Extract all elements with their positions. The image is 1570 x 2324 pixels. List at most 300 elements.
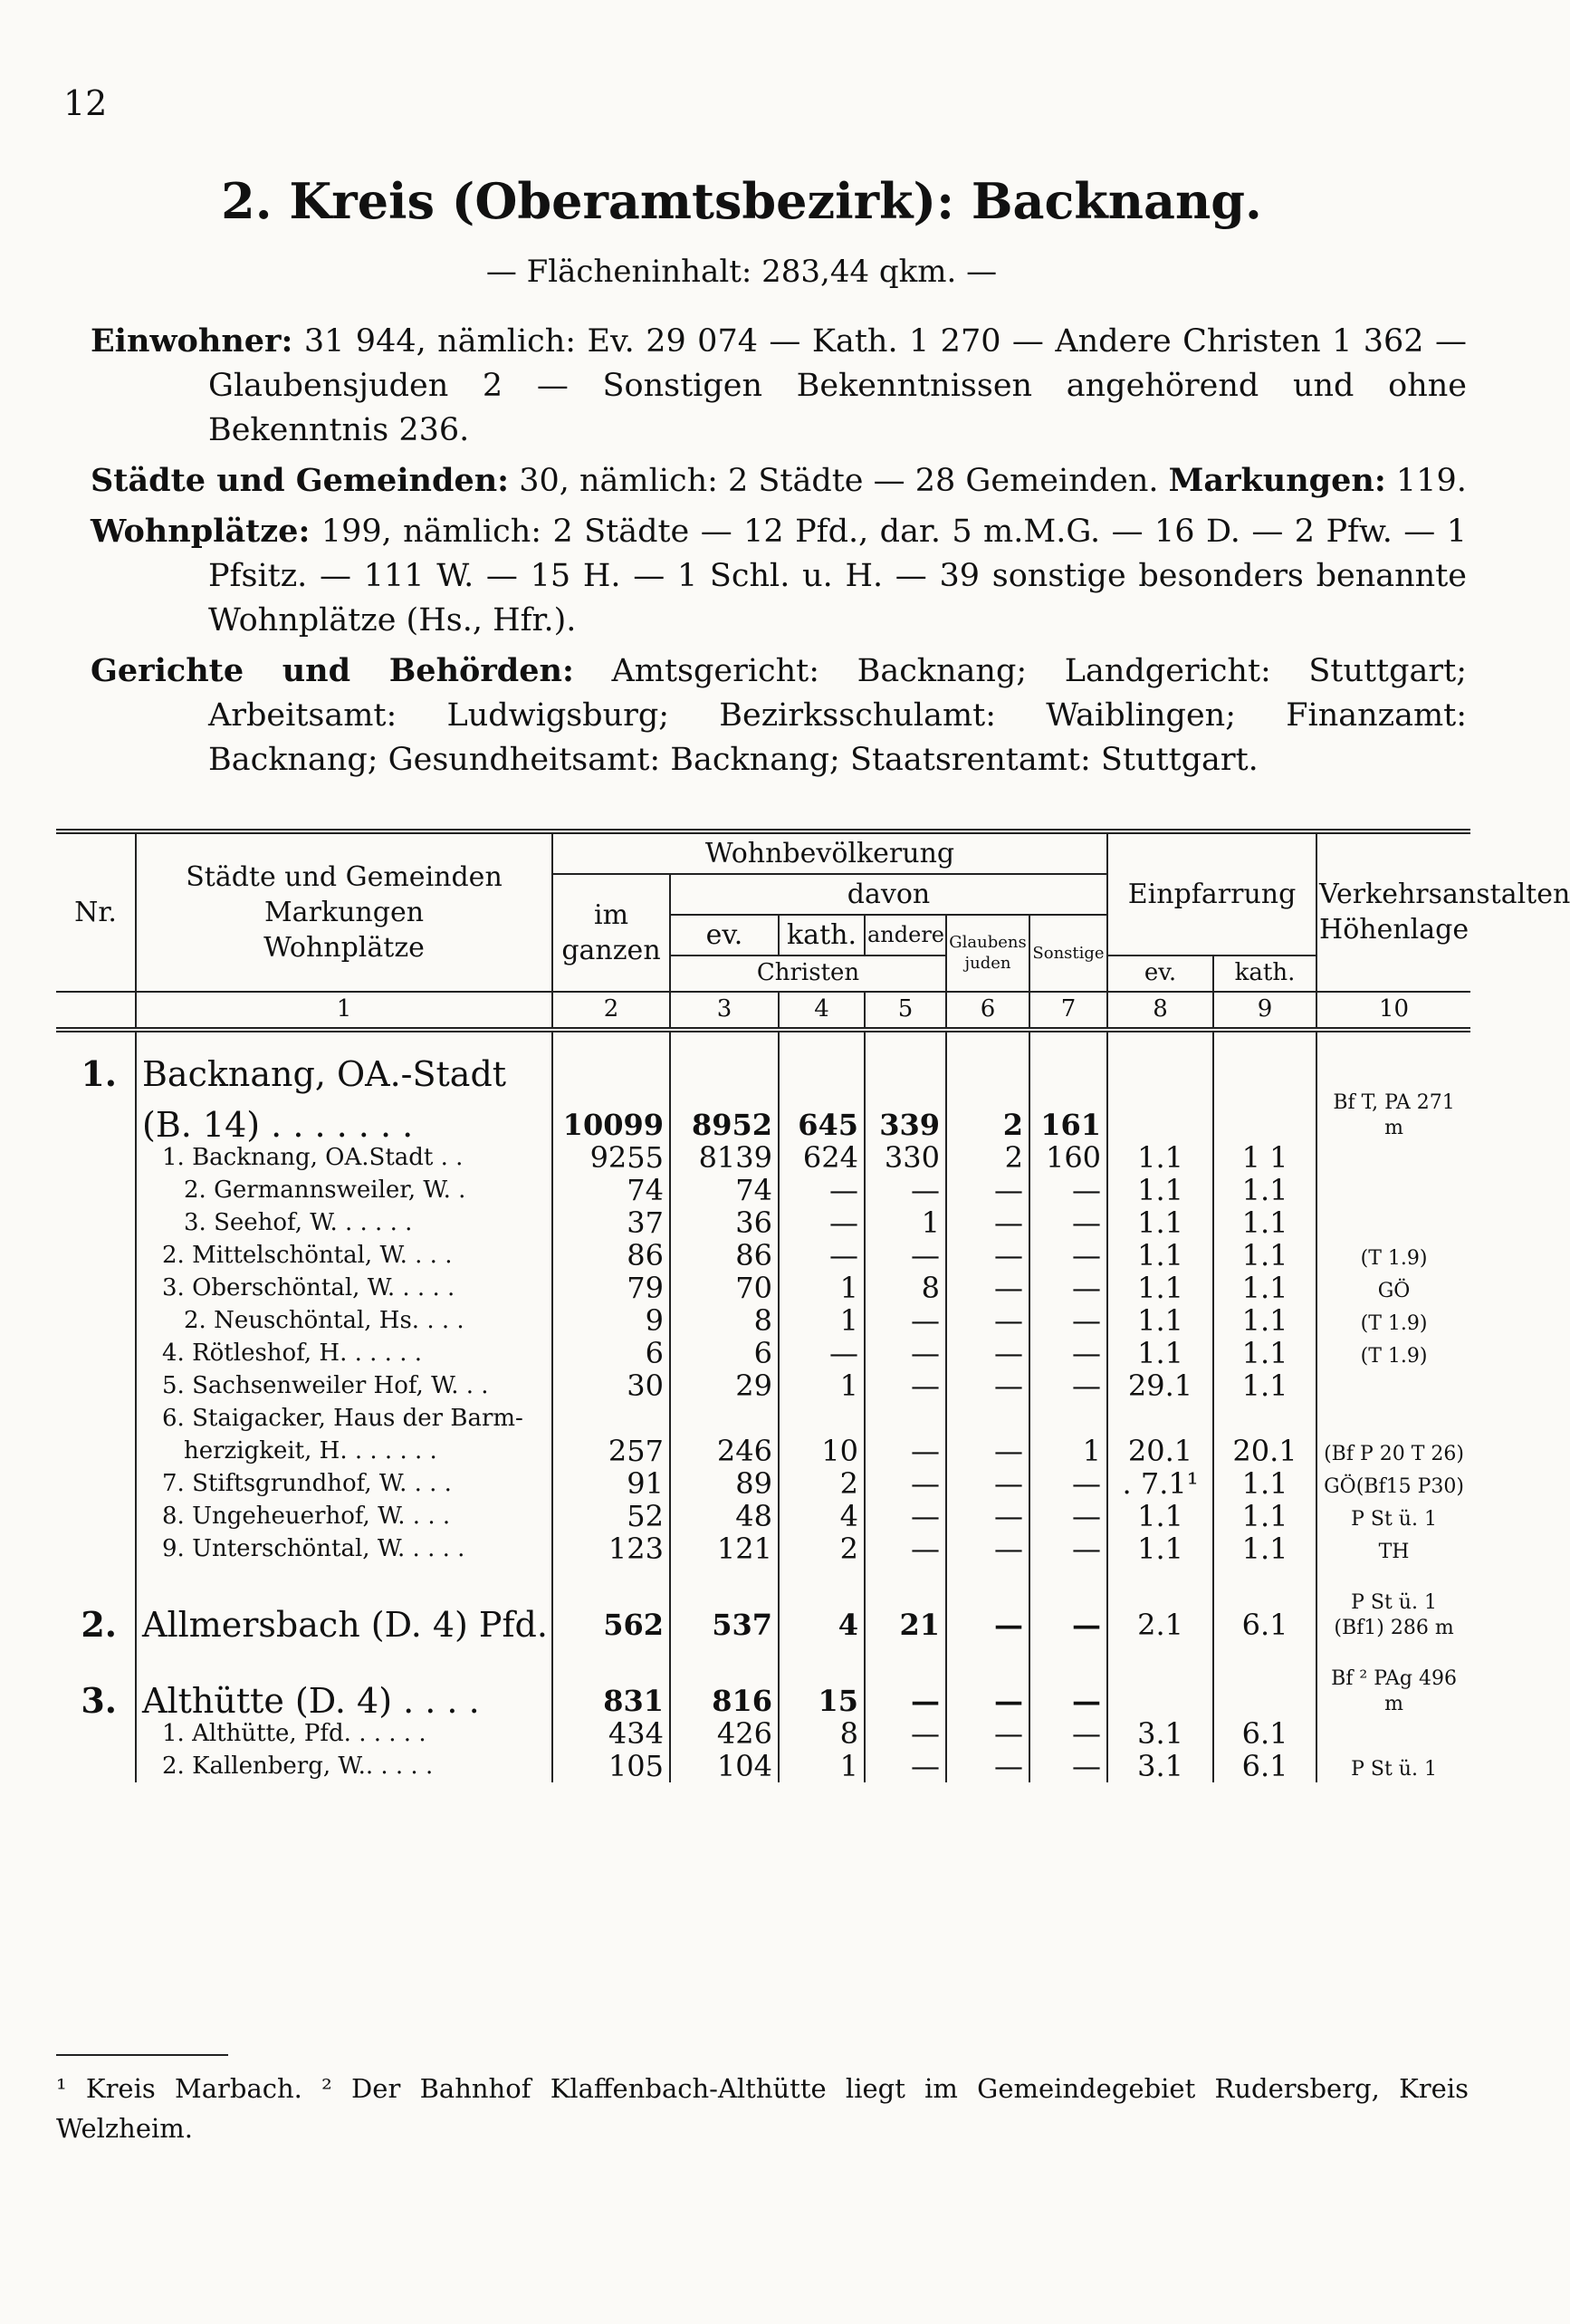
colnum: 8 xyxy=(1107,992,1213,1030)
cell-kath: 10 xyxy=(779,1435,865,1467)
cell-pkath: 1.1 xyxy=(1213,1467,1316,1500)
cell-ev xyxy=(670,1058,779,1090)
cell-ganz: 30 xyxy=(552,1369,670,1402)
cell-juden: 2 xyxy=(946,1141,1029,1174)
cell-pkath: 1.1 xyxy=(1213,1337,1316,1369)
cell-pev: 3.1 xyxy=(1107,1750,1213,1782)
cell-kath: — xyxy=(779,1206,865,1239)
cell-kath: 8 xyxy=(779,1717,865,1750)
table-row xyxy=(56,1239,1470,1272)
gap-cell xyxy=(779,1030,865,1058)
gap-cell xyxy=(670,1641,779,1666)
cell-ev: 104 xyxy=(670,1750,779,1782)
cell-andere: — xyxy=(865,1500,946,1532)
gap-cell xyxy=(946,1641,1029,1666)
colnum: 5 xyxy=(865,992,946,1030)
cell-pkath: 1.1 xyxy=(1213,1304,1316,1337)
colnum: 7 xyxy=(1029,992,1107,1030)
gap-cell xyxy=(779,1641,865,1666)
cell-kath: 645 xyxy=(779,1090,865,1141)
cell-pev: 1.1 xyxy=(1107,1206,1213,1239)
cell-ganz: 74 xyxy=(552,1174,670,1206)
header-sonstige: Sonstige xyxy=(1029,915,1107,992)
cell-sonst: — xyxy=(1029,1272,1107,1304)
cell-kath: — xyxy=(779,1239,865,1272)
cell-sonst: — xyxy=(1029,1500,1107,1532)
cell-kath: 1 xyxy=(779,1272,865,1304)
header-name-3: Wohnplätze xyxy=(263,931,425,964)
cell-nr: 1. xyxy=(81,1052,117,1094)
cell-ev: 121 xyxy=(670,1532,779,1565)
cell-pev: . 7.1¹ xyxy=(1107,1467,1213,1500)
cell-kath: 2 xyxy=(779,1467,865,1500)
cell-andere: — xyxy=(865,1666,946,1717)
cell-ganz: 6 xyxy=(552,1337,670,1369)
gap-cell xyxy=(1316,1641,1470,1666)
cell-nr: 3. xyxy=(81,1679,117,1721)
cell-juden: — xyxy=(946,1467,1029,1500)
table-row xyxy=(56,1337,1470,1369)
cell-nr xyxy=(56,1206,136,1239)
cell-sonst: 160 xyxy=(1029,1141,1107,1174)
cell-verk xyxy=(1316,1058,1470,1090)
row-gap xyxy=(56,1565,1470,1590)
cell-pev: 1.1 xyxy=(1107,1304,1213,1337)
gap-cell xyxy=(865,1030,946,1058)
cell-verk xyxy=(1316,1141,1470,1174)
cell-pev: 1.1 xyxy=(1107,1239,1213,1272)
table-row xyxy=(56,1590,1470,1641)
cell-andere: 8 xyxy=(865,1272,946,1304)
cell-pev: 1.1 xyxy=(1107,1272,1213,1304)
cell-pkath: 1.1 xyxy=(1213,1206,1316,1239)
gap-cell xyxy=(946,1030,1029,1058)
cell-verk: (T 1.9) xyxy=(1316,1239,1470,1272)
cell-pkath xyxy=(1213,1090,1316,1141)
cell-juden: — xyxy=(946,1532,1029,1565)
cell-name: 6. Staigacker, Haus der Barm- xyxy=(136,1402,552,1435)
cell-pkath: 6.1 xyxy=(1213,1750,1316,1782)
cell-andere: — xyxy=(865,1239,946,1272)
cell-name: Allmersbach (D. 4) Pfd. xyxy=(136,1590,552,1641)
cell-verk: TH xyxy=(1316,1532,1470,1565)
cell-andere: — xyxy=(865,1435,946,1467)
header-andere: andere xyxy=(865,915,946,956)
cell-nr xyxy=(56,1304,136,1337)
header-verkehr-1: Verkehrsanstalten xyxy=(1319,879,1570,911)
cell-andere xyxy=(865,1402,946,1435)
cell-andere: — xyxy=(865,1174,946,1206)
cell-nr xyxy=(56,1141,136,1174)
header-glaubensjuden: Glaubensjuden xyxy=(946,915,1029,992)
cell-ganz xyxy=(552,1058,670,1090)
cell-ev: 8952 xyxy=(670,1090,779,1141)
gerichte-paragraph xyxy=(91,648,1467,783)
cell-kath: 4 xyxy=(779,1500,865,1532)
cell-juden xyxy=(946,1402,1029,1435)
table-row xyxy=(56,1369,1470,1402)
table-row xyxy=(56,1435,1470,1467)
page-number: 12 xyxy=(63,83,108,123)
cell-andere: — xyxy=(865,1717,946,1750)
table-row xyxy=(56,1750,1470,1782)
staedte-label: Städte und Gemeinden: xyxy=(91,462,510,499)
cell-ev: 36 xyxy=(670,1206,779,1239)
cell-nr xyxy=(56,1500,136,1532)
gap-cell xyxy=(136,1030,552,1058)
cell-ev: 8139 xyxy=(670,1141,779,1174)
table-row xyxy=(56,1174,1470,1206)
cell-verk: (T 1.9) xyxy=(1316,1304,1470,1337)
cell-pkath xyxy=(1213,1058,1316,1090)
cell-pev: 29.1 xyxy=(1107,1369,1213,1402)
cell-kath: — xyxy=(779,1337,865,1369)
gap-cell xyxy=(1213,1641,1316,1666)
cell-nr xyxy=(56,1532,136,1565)
cell-andere: — xyxy=(865,1304,946,1337)
einwohner-text: 31 944, nämlich: Ev. 29 074 — Kath. 1 270 — Andere Christen 1 362 — Glaubensjuden 2 — Sonstigen Bekenntnissen angehörend und ohne Bekenntnis 236. xyxy=(208,323,1467,448)
cell-pkath xyxy=(1213,1402,1316,1435)
cell-pkath: 1.1 xyxy=(1213,1174,1316,1206)
cell-juden: — xyxy=(946,1500,1029,1532)
cell-juden: — xyxy=(946,1239,1029,1272)
table-row xyxy=(56,1532,1470,1565)
cell-nr xyxy=(56,1750,136,1782)
cell-name: 2. Kallenberg, W.. . . . . xyxy=(136,1750,552,1782)
cell-pkath xyxy=(1213,1666,1316,1717)
cell-ganz: 105 xyxy=(552,1750,670,1782)
colnum: 1 xyxy=(136,992,552,1030)
wohnplaetze-paragraph xyxy=(91,509,1467,643)
header-im-ganzen: im ganzen xyxy=(552,874,670,992)
cell-sonst: — xyxy=(1029,1717,1107,1750)
cell-sonst: — xyxy=(1029,1369,1107,1402)
cell-nr xyxy=(56,1090,136,1141)
cell-ev: 48 xyxy=(670,1500,779,1532)
table-body xyxy=(56,1030,1470,1782)
cell-juden: — xyxy=(946,1717,1029,1750)
gap-cell xyxy=(1029,1565,1107,1590)
cell-name: (B. 14) . . . . . . . xyxy=(136,1090,552,1141)
header-einpf-kath: kath. xyxy=(1213,956,1316,992)
footnote-divider xyxy=(56,2054,228,2056)
gap-cell xyxy=(1213,1565,1316,1590)
header-kath: kath. xyxy=(779,915,865,956)
cell-juden: — xyxy=(946,1369,1029,1402)
page-title: 2. Kreis (Oberamtsbezirk): Backnang. xyxy=(221,172,1262,230)
header-einpfarrung: Einpfarrung xyxy=(1107,831,1316,956)
cell-verk: Bf ² PAg 496 m xyxy=(1316,1666,1470,1717)
cell-pkath: 1.1 xyxy=(1213,1272,1316,1304)
gap-cell xyxy=(1107,1565,1213,1590)
cell-ganz: 10099 xyxy=(552,1090,670,1141)
markungen-label: Markungen: xyxy=(1168,462,1386,499)
cell-ganz: 37 xyxy=(552,1206,670,1239)
cell-verk: GÖ(Bf15 P30) xyxy=(1316,1467,1470,1500)
markungen-text: 119. xyxy=(1385,463,1467,499)
cell-kath: 4 xyxy=(779,1590,865,1641)
row-gap xyxy=(56,1030,1470,1058)
gap-cell xyxy=(670,1565,779,1590)
table-row xyxy=(56,1500,1470,1532)
einwohner-paragraph xyxy=(91,319,1467,453)
header-ev: ev. xyxy=(670,915,779,956)
gap-cell xyxy=(1316,1565,1470,1590)
cell-ev: 246 xyxy=(670,1435,779,1467)
cell-nr: 2. xyxy=(81,1603,117,1645)
table-row xyxy=(56,1058,1470,1090)
cell-name: 1. Althütte, Pfd. . . . . . xyxy=(136,1717,552,1750)
header-name-1: Städte und Gemeinden xyxy=(186,860,503,893)
cell-sonst: — xyxy=(1029,1666,1107,1717)
cell-verk: P St ü. 1 xyxy=(1316,1750,1470,1782)
cell-sonst: — xyxy=(1029,1590,1107,1641)
cell-pkath: 1 1 xyxy=(1213,1141,1316,1174)
cell-nr xyxy=(56,1717,136,1750)
colnum: 2 xyxy=(552,992,670,1030)
cell-name: 9. Unterschöntal, W. . . . . xyxy=(136,1532,552,1565)
cell-sonst: — xyxy=(1029,1304,1107,1337)
cell-ganz: 257 xyxy=(552,1435,670,1467)
cell-verk xyxy=(1316,1402,1470,1435)
gap-cell xyxy=(552,1030,670,1058)
cell-name: 3. Oberschöntal, W. . . . . xyxy=(136,1272,552,1304)
cell-ev: 8 xyxy=(670,1304,779,1337)
gap-cell xyxy=(56,1641,136,1666)
cell-kath xyxy=(779,1402,865,1435)
cell-ev: 537 xyxy=(670,1590,779,1641)
table-row xyxy=(56,1467,1470,1500)
cell-ganz xyxy=(552,1402,670,1435)
cell-sonst: — xyxy=(1029,1532,1107,1565)
header-name xyxy=(136,831,552,992)
colnum: 10 xyxy=(1316,992,1470,1030)
footnote: ¹ Kreis Marbach. ² Der Bahnhof Klaffenbach-Althütte liegt im Gemeindegebiet Rudersberg, Kreis Welzheim. xyxy=(56,2073,1469,2144)
cell-pev: 3.1 xyxy=(1107,1717,1213,1750)
gap-cell xyxy=(1213,1030,1316,1058)
staedte-paragraph xyxy=(91,458,1467,504)
cell-andere: 330 xyxy=(865,1141,946,1174)
cell-juden: — xyxy=(946,1304,1029,1337)
cell-sonst xyxy=(1029,1058,1107,1090)
cell-verk: (T 1.9) xyxy=(1316,1337,1470,1369)
cell-kath: 624 xyxy=(779,1141,865,1174)
cell-juden xyxy=(946,1058,1029,1090)
gap-cell xyxy=(552,1565,670,1590)
cell-ev: 86 xyxy=(670,1239,779,1272)
header-name-2: Markungen xyxy=(263,896,425,928)
gap-cell xyxy=(670,1030,779,1058)
cell-name: 2. Germannsweiler, W. . xyxy=(136,1174,552,1206)
cell-pev: 1.1 xyxy=(1107,1337,1213,1369)
cell-pev: 1.1 xyxy=(1107,1500,1213,1532)
gap-cell xyxy=(1107,1030,1213,1058)
cell-pkath: 1.1 xyxy=(1213,1239,1316,1272)
cell-pev: 1.1 xyxy=(1107,1141,1213,1174)
cell-name: 2. Mittelschöntal, W. . . . xyxy=(136,1239,552,1272)
cell-ganz: 434 xyxy=(552,1717,670,1750)
wohnplaetze-text: 199, nämlich: 2 Städte — 12 Pfd., dar. 5 m.M.G. — 16 D. — 2 Pfw. — 1 Pfsitz. — 111 W. — 15 H. — 1 Schl. u. H. — 39 sonstige besonders benannte Wohnplätze (Hs., Hfr.). xyxy=(208,514,1467,639)
cell-verk: Bf T, PA 271 m xyxy=(1316,1090,1470,1141)
header-nr: Nr. xyxy=(56,831,136,992)
cell-pev: 20.1 xyxy=(1107,1435,1213,1467)
cell-pev xyxy=(1107,1058,1213,1090)
cell-sonst: — xyxy=(1029,1750,1107,1782)
cell-nr xyxy=(56,1337,136,1369)
cell-ganz: 831 xyxy=(552,1666,670,1717)
cell-ev: 74 xyxy=(670,1174,779,1206)
cell-ganz: 9255 xyxy=(552,1141,670,1174)
area-line: — Flächeninhalt: 283,44 qkm. — xyxy=(485,254,998,290)
gap-cell xyxy=(136,1565,552,1590)
cell-kath: — xyxy=(779,1174,865,1206)
gap-cell xyxy=(136,1641,552,1666)
cell-pkath: 1.1 xyxy=(1213,1369,1316,1402)
population-table xyxy=(56,829,1570,1783)
table-row xyxy=(56,1141,1470,1174)
cell-verk xyxy=(1316,1717,1470,1750)
cell-juden: — xyxy=(946,1435,1029,1467)
cell-ev: 70 xyxy=(670,1272,779,1304)
cell-name: 4. Rötleshof, H. . . . . . xyxy=(136,1337,552,1369)
cell-pev xyxy=(1107,1666,1213,1717)
gap-cell xyxy=(1029,1030,1107,1058)
cell-andere: — xyxy=(865,1532,946,1565)
cell-sonst: 161 xyxy=(1029,1090,1107,1141)
cell-verk: GÖ xyxy=(1316,1272,1470,1304)
cell-nr xyxy=(56,1239,136,1272)
gerichte-label: Gerichte und Behörden: xyxy=(91,652,574,689)
cell-pev: 1.1 xyxy=(1107,1174,1213,1206)
header-colnum-empty xyxy=(56,992,136,1030)
cell-ganz: 562 xyxy=(552,1590,670,1641)
cell-pkath: 6.1 xyxy=(1213,1717,1316,1750)
cell-pev xyxy=(1107,1402,1213,1435)
cell-juden: — xyxy=(946,1174,1029,1206)
gap-cell xyxy=(865,1565,946,1590)
cell-pev: 1.1 xyxy=(1107,1532,1213,1565)
cell-juden: — xyxy=(946,1337,1029,1369)
row-gap xyxy=(56,1641,1470,1666)
cell-andere: 1 xyxy=(865,1206,946,1239)
cell-nr xyxy=(56,1435,136,1467)
cell-pev xyxy=(1107,1090,1213,1141)
cell-name: Backnang, OA.-Stadt xyxy=(136,1058,552,1090)
table-row xyxy=(56,1272,1470,1304)
cell-nr xyxy=(56,1402,136,1435)
gap-cell xyxy=(56,1565,136,1590)
cell-nr xyxy=(56,1369,136,1402)
cell-kath: 1 xyxy=(779,1369,865,1402)
cell-sonst: — xyxy=(1029,1467,1107,1500)
cell-juden: — xyxy=(946,1206,1029,1239)
table-row xyxy=(56,1090,1470,1141)
header-davon: davon xyxy=(670,874,1107,915)
cell-name: 7. Stiftsgrundhof, W. . . . xyxy=(136,1467,552,1500)
cell-pev: 2.1 xyxy=(1107,1590,1213,1641)
cell-ev: 816 xyxy=(670,1666,779,1717)
cell-sonst xyxy=(1029,1402,1107,1435)
colnum: 9 xyxy=(1213,992,1316,1030)
cell-juden: 2 xyxy=(946,1090,1029,1141)
cell-nr xyxy=(56,1272,136,1304)
cell-sonst: 1 xyxy=(1029,1435,1107,1467)
cell-kath: 1 xyxy=(779,1750,865,1782)
einwohner-label: Einwohner: xyxy=(91,322,293,360)
table-row xyxy=(56,1206,1470,1239)
cell-sonst: — xyxy=(1029,1174,1107,1206)
cell-verk: (Bf P 20 T 26) xyxy=(1316,1435,1470,1467)
gap-cell xyxy=(779,1565,865,1590)
cell-ganz: 86 xyxy=(552,1239,670,1272)
header-verkehr-2: Höhenlage xyxy=(1319,914,1469,946)
table-row xyxy=(56,1304,1470,1337)
gap-cell xyxy=(865,1641,946,1666)
cell-ev xyxy=(670,1402,779,1435)
cell-sonst: — xyxy=(1029,1337,1107,1369)
cell-pkath: 1.1 xyxy=(1213,1532,1316,1565)
staedte-text: 30, nämlich: 2 Städte — 28 Gemeinden. xyxy=(509,463,1169,499)
gap-cell xyxy=(552,1641,670,1666)
cell-name: 2. Neuschöntal, Hs. . . . xyxy=(136,1304,552,1337)
gap-cell xyxy=(946,1565,1029,1590)
cell-verk xyxy=(1316,1206,1470,1239)
header-einpf-ev: ev. xyxy=(1107,956,1213,992)
gap-cell xyxy=(1316,1030,1470,1058)
cell-name: 5. Sachsenweiler Hof, W. . . xyxy=(136,1369,552,1402)
cell-ganz: 123 xyxy=(552,1532,670,1565)
cell-ganz: 9 xyxy=(552,1304,670,1337)
cell-ev: 6 xyxy=(670,1337,779,1369)
colnum: 3 xyxy=(670,992,779,1030)
table-row xyxy=(56,1717,1470,1750)
cell-andere xyxy=(865,1058,946,1090)
cell-name: 3. Seehof, W. . . . . . xyxy=(136,1206,552,1239)
cell-verk xyxy=(1316,1174,1470,1206)
cell-ganz: 79 xyxy=(552,1272,670,1304)
cell-ganz: 52 xyxy=(552,1500,670,1532)
cell-andere: — xyxy=(865,1750,946,1782)
cell-verk xyxy=(1316,1369,1470,1402)
cell-kath: 2 xyxy=(779,1532,865,1565)
cell-juden: — xyxy=(946,1590,1029,1641)
gerichte-text: Amtsgericht: Backnang; Landgericht: Stuttgart; Arbeitsamt: Ludwigsburg; Bezirksschulamt: Waiblingen; Finanzamt: Backnang; Gesundheitsamt: Backnang; Staatsrentamt: Stuttgart. xyxy=(208,653,1467,778)
header-verkehr xyxy=(1316,831,1570,992)
cell-sonst: — xyxy=(1029,1239,1107,1272)
cell-andere: — xyxy=(865,1369,946,1402)
cell-andere: — xyxy=(865,1337,946,1369)
cell-verk: P St ü. 1 xyxy=(1316,1500,1470,1532)
cell-name: 1. Backnang, OA.Stadt . . xyxy=(136,1141,552,1174)
cell-ev: 29 xyxy=(670,1369,779,1402)
cell-ganz: 91 xyxy=(552,1467,670,1500)
cell-verk: P St ü. 1 (Bf1) 286 m xyxy=(1316,1590,1470,1641)
gap-cell xyxy=(1029,1641,1107,1666)
cell-andere: — xyxy=(865,1467,946,1500)
header-christen: Christen xyxy=(670,956,946,992)
table-row xyxy=(56,1666,1470,1717)
gap-cell xyxy=(1107,1641,1213,1666)
cell-andere: 339 xyxy=(865,1090,946,1141)
cell-kath xyxy=(779,1058,865,1090)
cell-andere: 21 xyxy=(865,1590,946,1641)
cell-juden: — xyxy=(946,1750,1029,1782)
wohnplaetze-label: Wohnplätze: xyxy=(91,513,311,550)
cell-pkath: 1.1 xyxy=(1213,1500,1316,1532)
cell-kath: 1 xyxy=(779,1304,865,1337)
intro-text xyxy=(91,319,1467,788)
cell-nr xyxy=(56,1174,136,1206)
